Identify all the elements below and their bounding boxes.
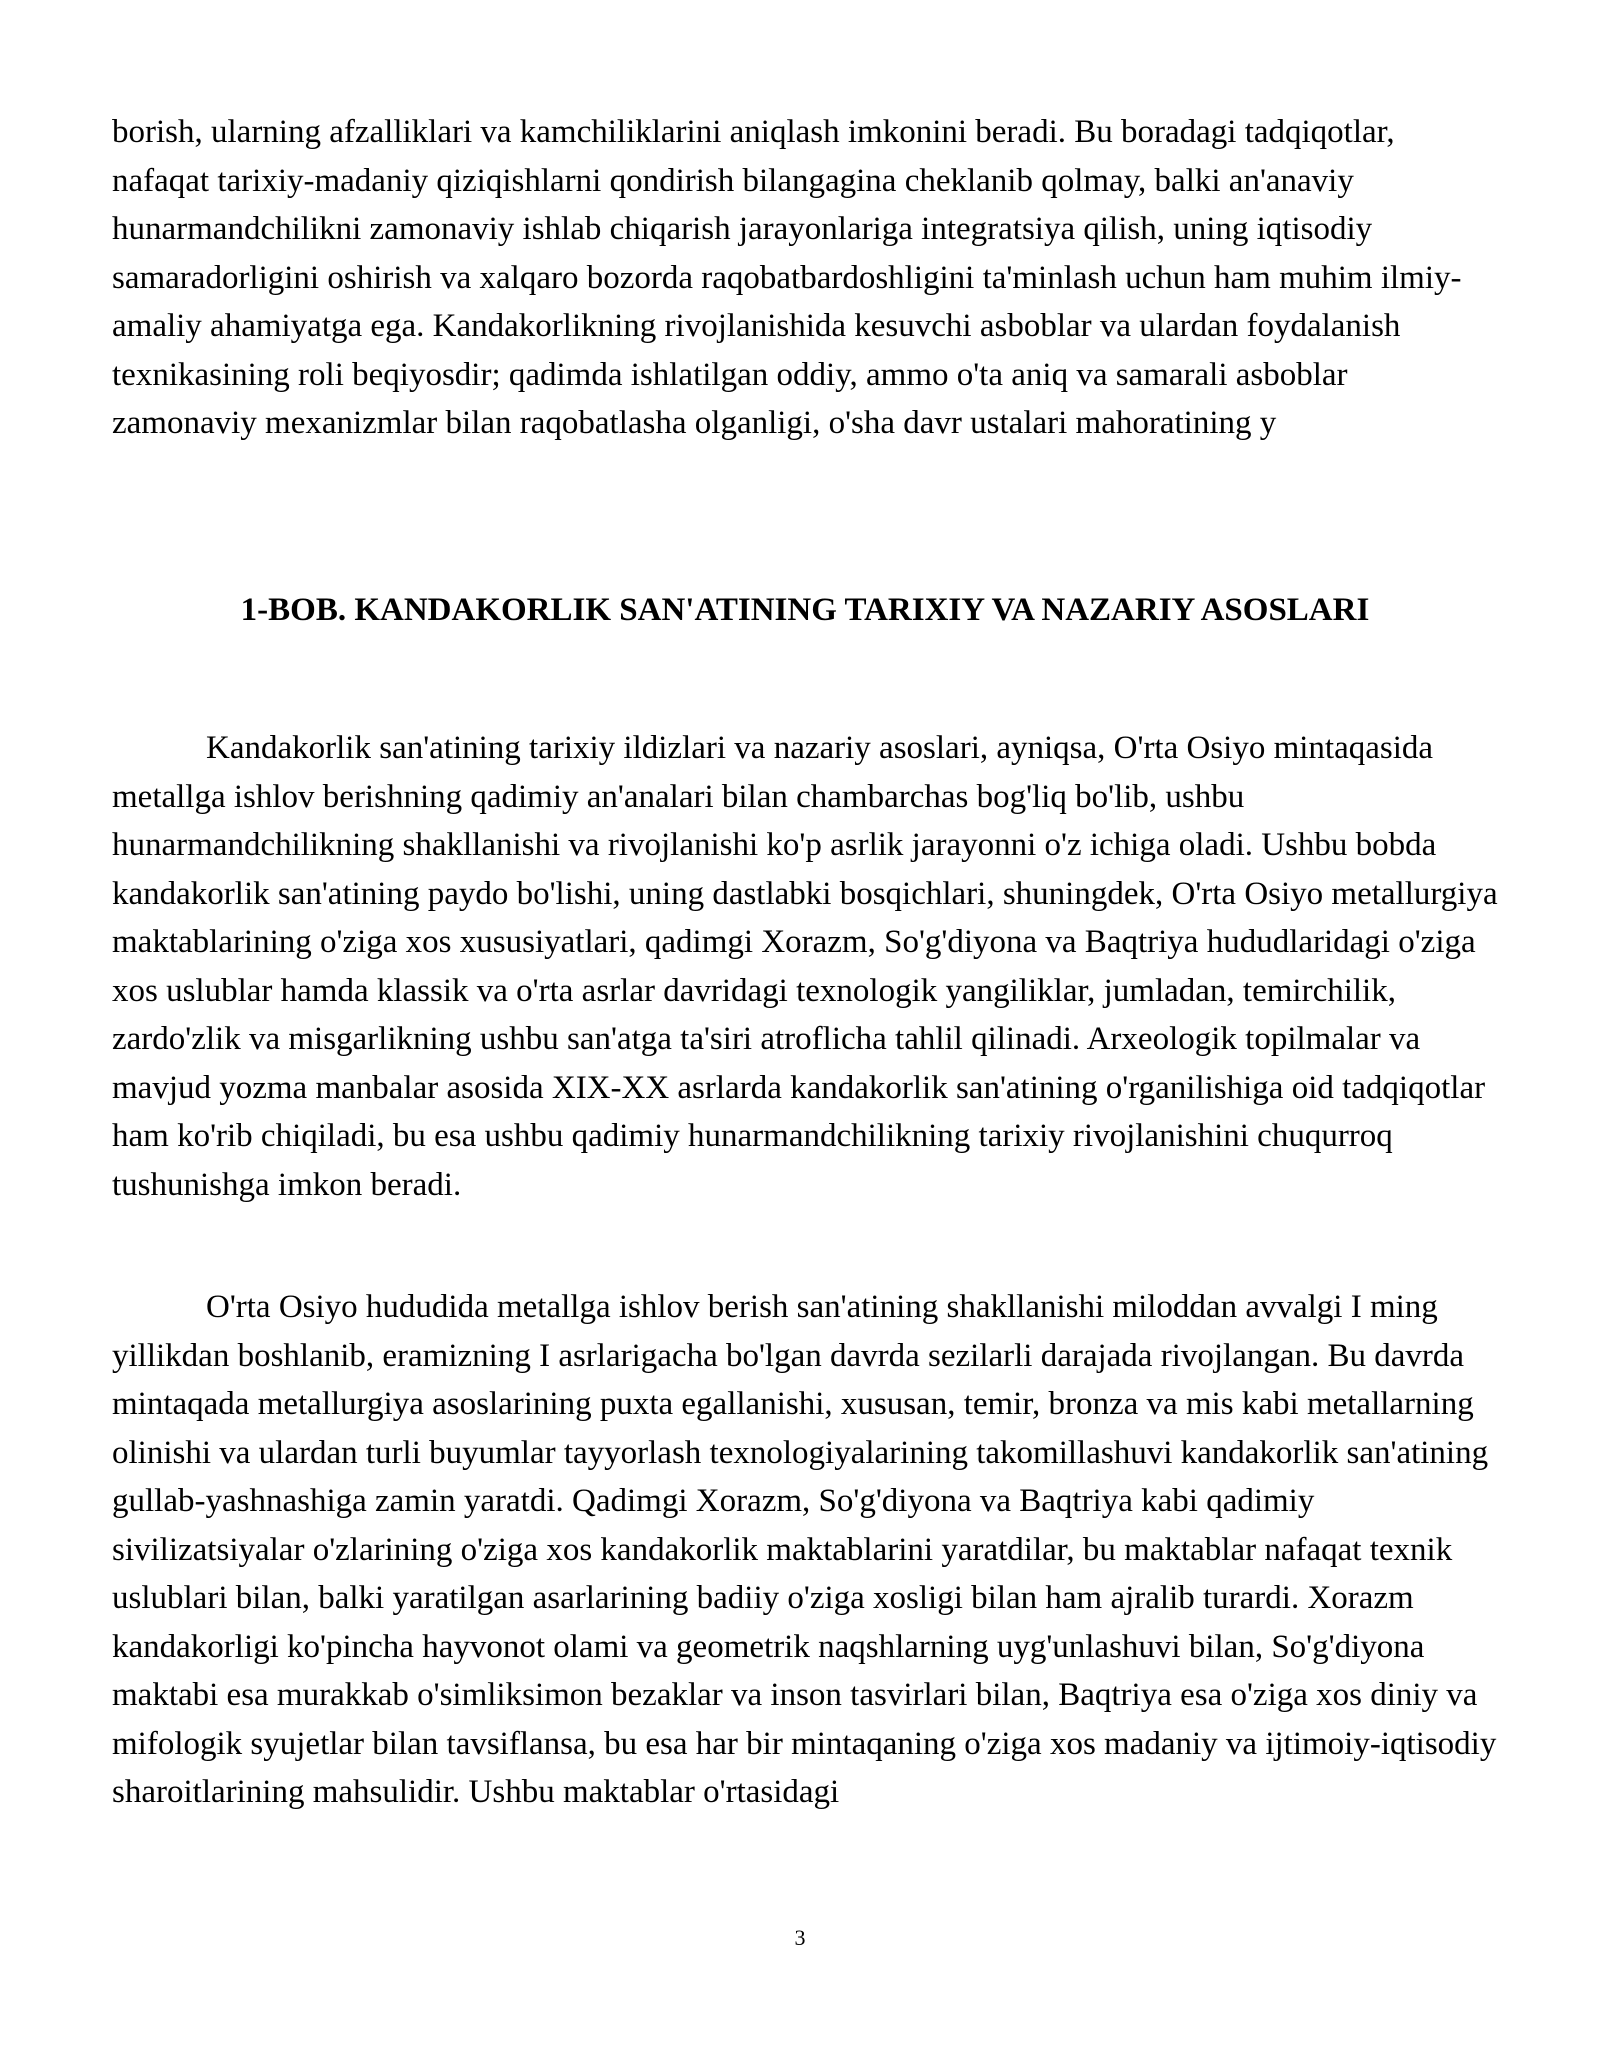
body-paragraph: O'rta Osiyo hududida metallga ishlov berish san'atining shakllanishi miloddan avvalgi I ming yillikdan boshlanib, eramizning I asrlarigacha bo'lgan davrda sezilarli darajada rivojlangan. Bu davrda mintaqada metallurgiya asoslarining puxta egallanishi, xususan, temir, bronza va mis kabi metallarning olinishi va ulardan turli buyumlar tayyorlash texnologiyalarining takomillashuvi kandakorlik san'atining gullab-yashnashiga zamin yaratdi. Qadimgi Xorazm, So'g'diyona va Baqtriya kabi qadimiy sivilizatsiyalar o'zlarining o'ziga xos kandakorlik maktablarini yaratdilar, bu maktablar nafaqat texnik uslublari bilan, balki yaratilgan asarlarining badiiy o'ziga xosligi bilan ham ajralib turardi. Xorazm kandakorligi ko'pincha hayvonot olami va geometrik naqshlarning uyg'unlashuvi bilan, So'g'diyona maktabi esa murakkab o'simliksimon bezaklar va inson tasvirlari bilan, Baqtriya esa o'ziga xos diniy va mifologik syujetlar bilan tavsiflansa, bu esa har bir mintaqaning o'ziga xos madaniy va ijtimoiy-iqtisodiy sharoitlarining mahsulidir. Ushbu maktablar o'rtasidagi bbox=[112, 1289, 1497, 1810]
chapter-heading: 1-BOB. KANDAKORLIK SAN'ATINING TARIXIY VA NAZARIY ASOSLARI bbox=[240, 592, 1370, 628]
body-paragraph-continuation: borish, ularning afzalliklari va kamchiliklarini aniqlash imkonini beradi. Bu boradagi tadqiqotlar, nafaqat tarixiy-madaniy qiziqishlarni qondirish bilangagina cheklanib qolmay, balki an'anaviy hunarmandchilikni zamonaviy ishlab chiqarish jarayonlariga integratsiya qilish, uning iqtisodiy samaradorligini oshirish va xalqaro bozorda raqobatbardoshligini ta'minlash uchun ham muhim ilmiy-amaliy ahamiyatga ega. Kandakorlikning rivojlanishida kesuvchi asboblar va ulardan foydalanish texnikasining roli beqiyosdir; qadimda ishlatilgan oddiy, ammo o'ta aniq va samarali asboblar zamonaviy mexanizmlar bilan raqobatlasha olganligi, o'sha davr ustalari mahoratining y bbox=[112, 114, 1462, 441]
body-paragraph: Kandakorlik san'atining tarixiy ildizlari va nazariy asoslari, ayniqsa, O'rta Osiyo mintaqasida metallga ishlov berishning qadimiy an'analari bilan chambarchas bog'liq bo'lib, ushbu hunarmandchilikning shakllanishi va rivojlanishi ko'p asrlik jarayonni o'z ichiga oladi. Ushbu bobda kandakorlik san'atining paydo bo'lishi, uning dastlabki bosqichlari, shuningdek, O'rta Osiyo metallurgiya maktablarining o'ziga xos xususiyatlari, qadimgi Xorazm, So'g'diyona va Baqtriya hududlaridagi o'ziga xos uslublar hamda klassik va o'rta asrlar davridagi texnologik yangiliklar, jumladan, temirchilik, zardo'zlik va misgarlikning ushbu san'atga ta'siri atroflicha tahlil qilinadi. Arxeologik topilmalar va mavjud yozma manbalar asosida XIX-XX asrlarda kandakorlik san'atining o'rganilishiga oid tadqiqotlar ham ko'rib chiqiladi, bu esa ushbu qadimiy hunarmandchilikning tarixiy rivojlanishini chuqurroq tushunishga imkon beradi. bbox=[112, 730, 1498, 1203]
page-number: 3 bbox=[794, 1925, 806, 1950]
